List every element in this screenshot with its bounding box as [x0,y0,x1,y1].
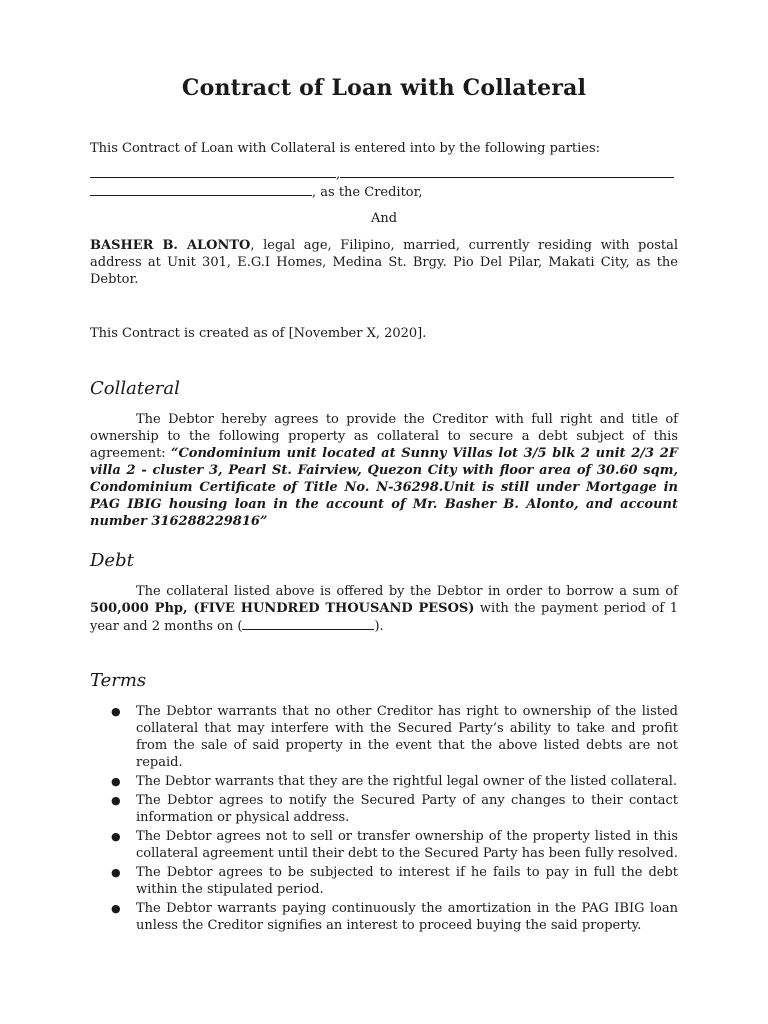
created-as-of: This Contract is created as of [November X, 2020]. [90,326,427,341]
debt-amount: 500,000 Php, (FIVE HUNDRED THOUSAND PESOS) [90,601,475,616]
bullet-icon: ● [111,866,121,879]
term-text: The Debtor warrants that they are the rightful legal owner of the listed collateral. [136,774,678,789]
list-item [111,864,678,898]
section-heading-debt: Debt [90,550,134,571]
bullet-icon: ● [111,775,121,788]
blank-field [340,165,674,178]
bullet-icon: ● [111,794,121,807]
comma-separator: , [336,167,341,182]
bullet-icon: ● [111,902,121,915]
debt-text-end: ). [374,619,384,634]
term-text: The Debtor agrees to notify the Secured Party of any changes to their contact information or physical address. [136,793,678,825]
intro-paragraph: This Contract of Loan with Collateral is entered into by the following parties: [90,141,601,156]
debt-paragraph [90,583,678,635]
list-item [111,792,678,826]
terms-list [90,703,678,936]
creditor-line [90,183,678,201]
bullet-icon: ● [111,830,121,843]
debtor-name: BASHER B. ALONTO [90,238,251,253]
debt-text-after: with the payment period of 1 year and 2 months on ( [90,601,678,634]
collateral-property: “Condominium unit located at Sunny Villas lot 3/5 blk 2 unit 2/3 2F villa 2 - cluster 3, Pearl St. Fairview, Quezon City with floor area of 30.60 sqm, Condominium Certificate of Title No. N-36298.Unit is still under Mortgage in PAG IBIG housing loan in the account of Mr. Basher B. Alonto, and account number 316288229816” [90,446,678,529]
collateral-text: The Debtor hereby agrees to provide the Creditor with full right and title of ownership to the following property as collateral to secure a debt subject of this agreement: [90,412,678,461]
term-text: The Debtor warrants that no other Creditor has right to ownership of the listed collateral that may interfere with the Secured Party’s ability to take and profit from the sale of said property in the event that the above listed debts are not repaid. [136,704,678,770]
section-heading-collateral: Collateral [90,378,180,399]
debtor-details: , legal age, Filipino, married, currently residing with postal address at Unit 301, E.G.I Homes, Medina St. Brgy. Pio Del Pilar, Makati City, as the Debtor. [90,238,678,287]
creditor-suffix: , as the Creditor, [312,185,423,200]
party-blank-line-1 [90,165,678,183]
list-item [111,828,678,862]
and-label: And [370,211,398,226]
debt-text-before: The collateral listed above is offered by the Debtor in order to borrow a sum of [136,584,678,599]
term-text: The Debtor agrees to be subjected to interest if he fails to pay in full the debt within the stipulated period. [136,865,678,897]
list-item [111,773,678,790]
bullet-icon: ● [111,705,121,718]
term-text: The Debtor warrants paying continuously the amortization in the PAG IBIG loan unless the Creditor signifies an interest to proceed buying the said property. [136,901,678,933]
document-title: Contract of Loan with Collateral [181,75,587,101]
list-item [111,900,678,934]
creditor-blank-field [90,183,312,196]
payment-date-blank-field [242,617,374,630]
collateral-paragraph [90,411,678,530]
blank-field [90,165,336,178]
section-heading-terms: Terms [90,670,147,691]
debtor-paragraph [90,237,678,288]
list-item [111,703,678,771]
term-text: The Debtor agrees not to sell or transfer ownership of the property listed in this collateral agreement until their debt to the Secured Party has been fully resolved. [136,829,678,861]
